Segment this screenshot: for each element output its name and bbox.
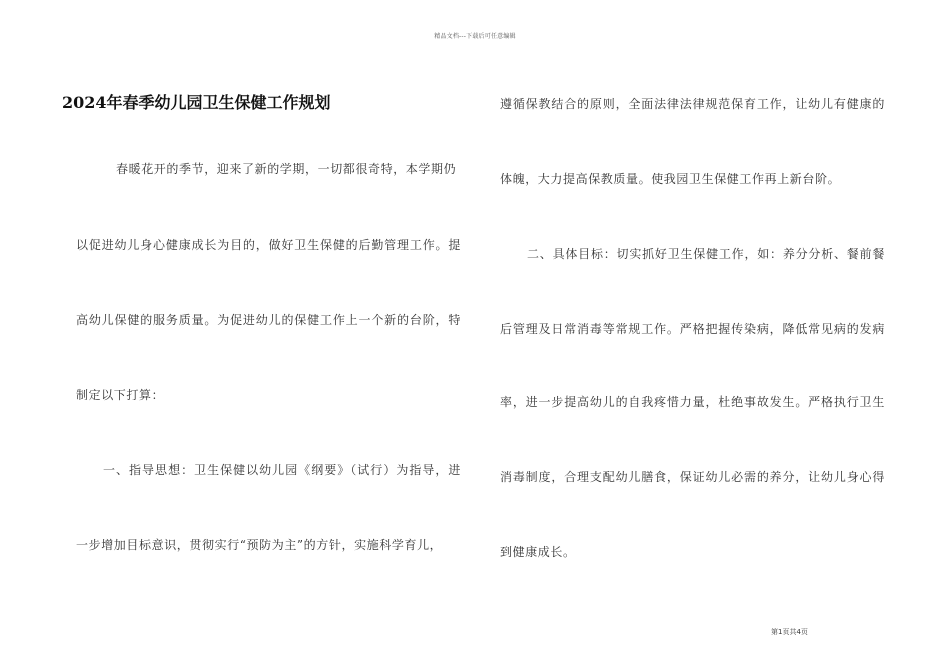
paragraph-line: 率，进一步提高幼儿的自我疼惜力量，杜绝事故发生。严格执行卫生 <box>500 395 885 409</box>
document-title: 2024年春季幼儿园卫生保健工作规划 <box>62 93 331 112</box>
paragraph-line: 体魄，大力提高保教质量。使我园卫生保健工作再上新台阶。 <box>500 172 841 186</box>
paragraph-line: 以促进幼儿身心健康成长为目的，做好卫生保健的后勤管理工作。提 <box>76 238 461 252</box>
paragraph-line: 消毒制度，合理支配幼儿膳食，保证幼儿必需的养分，让幼儿身心得 <box>500 470 885 484</box>
paragraph-line: 后管理及日常消毒等常规工作。严格把握传染病，降低常见病的发病 <box>500 322 885 336</box>
header-note: 精品文档---下载后可任意编辑 <box>434 33 516 40</box>
paragraph-line: 一步增加目标意识，贯彻实行“预防为主”的方针，实施科学育儿， <box>76 538 443 552</box>
paragraph-line: 遵循保教结合的原则，全面法律法律规范保育工作，让幼儿有健康的 <box>500 97 885 111</box>
paragraph-line: 春暖花开的季节，迎来了新的学期，一切都很奇特，本学期仍 <box>116 162 457 176</box>
paragraph-line: 一、指导思想：卫生保健以幼儿园《纲要》（试行）为指导，进 <box>103 463 461 477</box>
paragraph-line: 高幼儿保健的服务质量。为促进幼儿的保健工作上一个新的台阶，特 <box>76 313 461 327</box>
paragraph-line: 到健康成长。 <box>500 545 576 559</box>
page-number: 第1页共4页 <box>771 628 808 636</box>
paragraph-line: 制定以下打算： <box>76 388 165 402</box>
paragraph-line: 二、具体目标：切实抓好卫生保健工作，如：养分分析、餐前餐 <box>527 247 885 261</box>
